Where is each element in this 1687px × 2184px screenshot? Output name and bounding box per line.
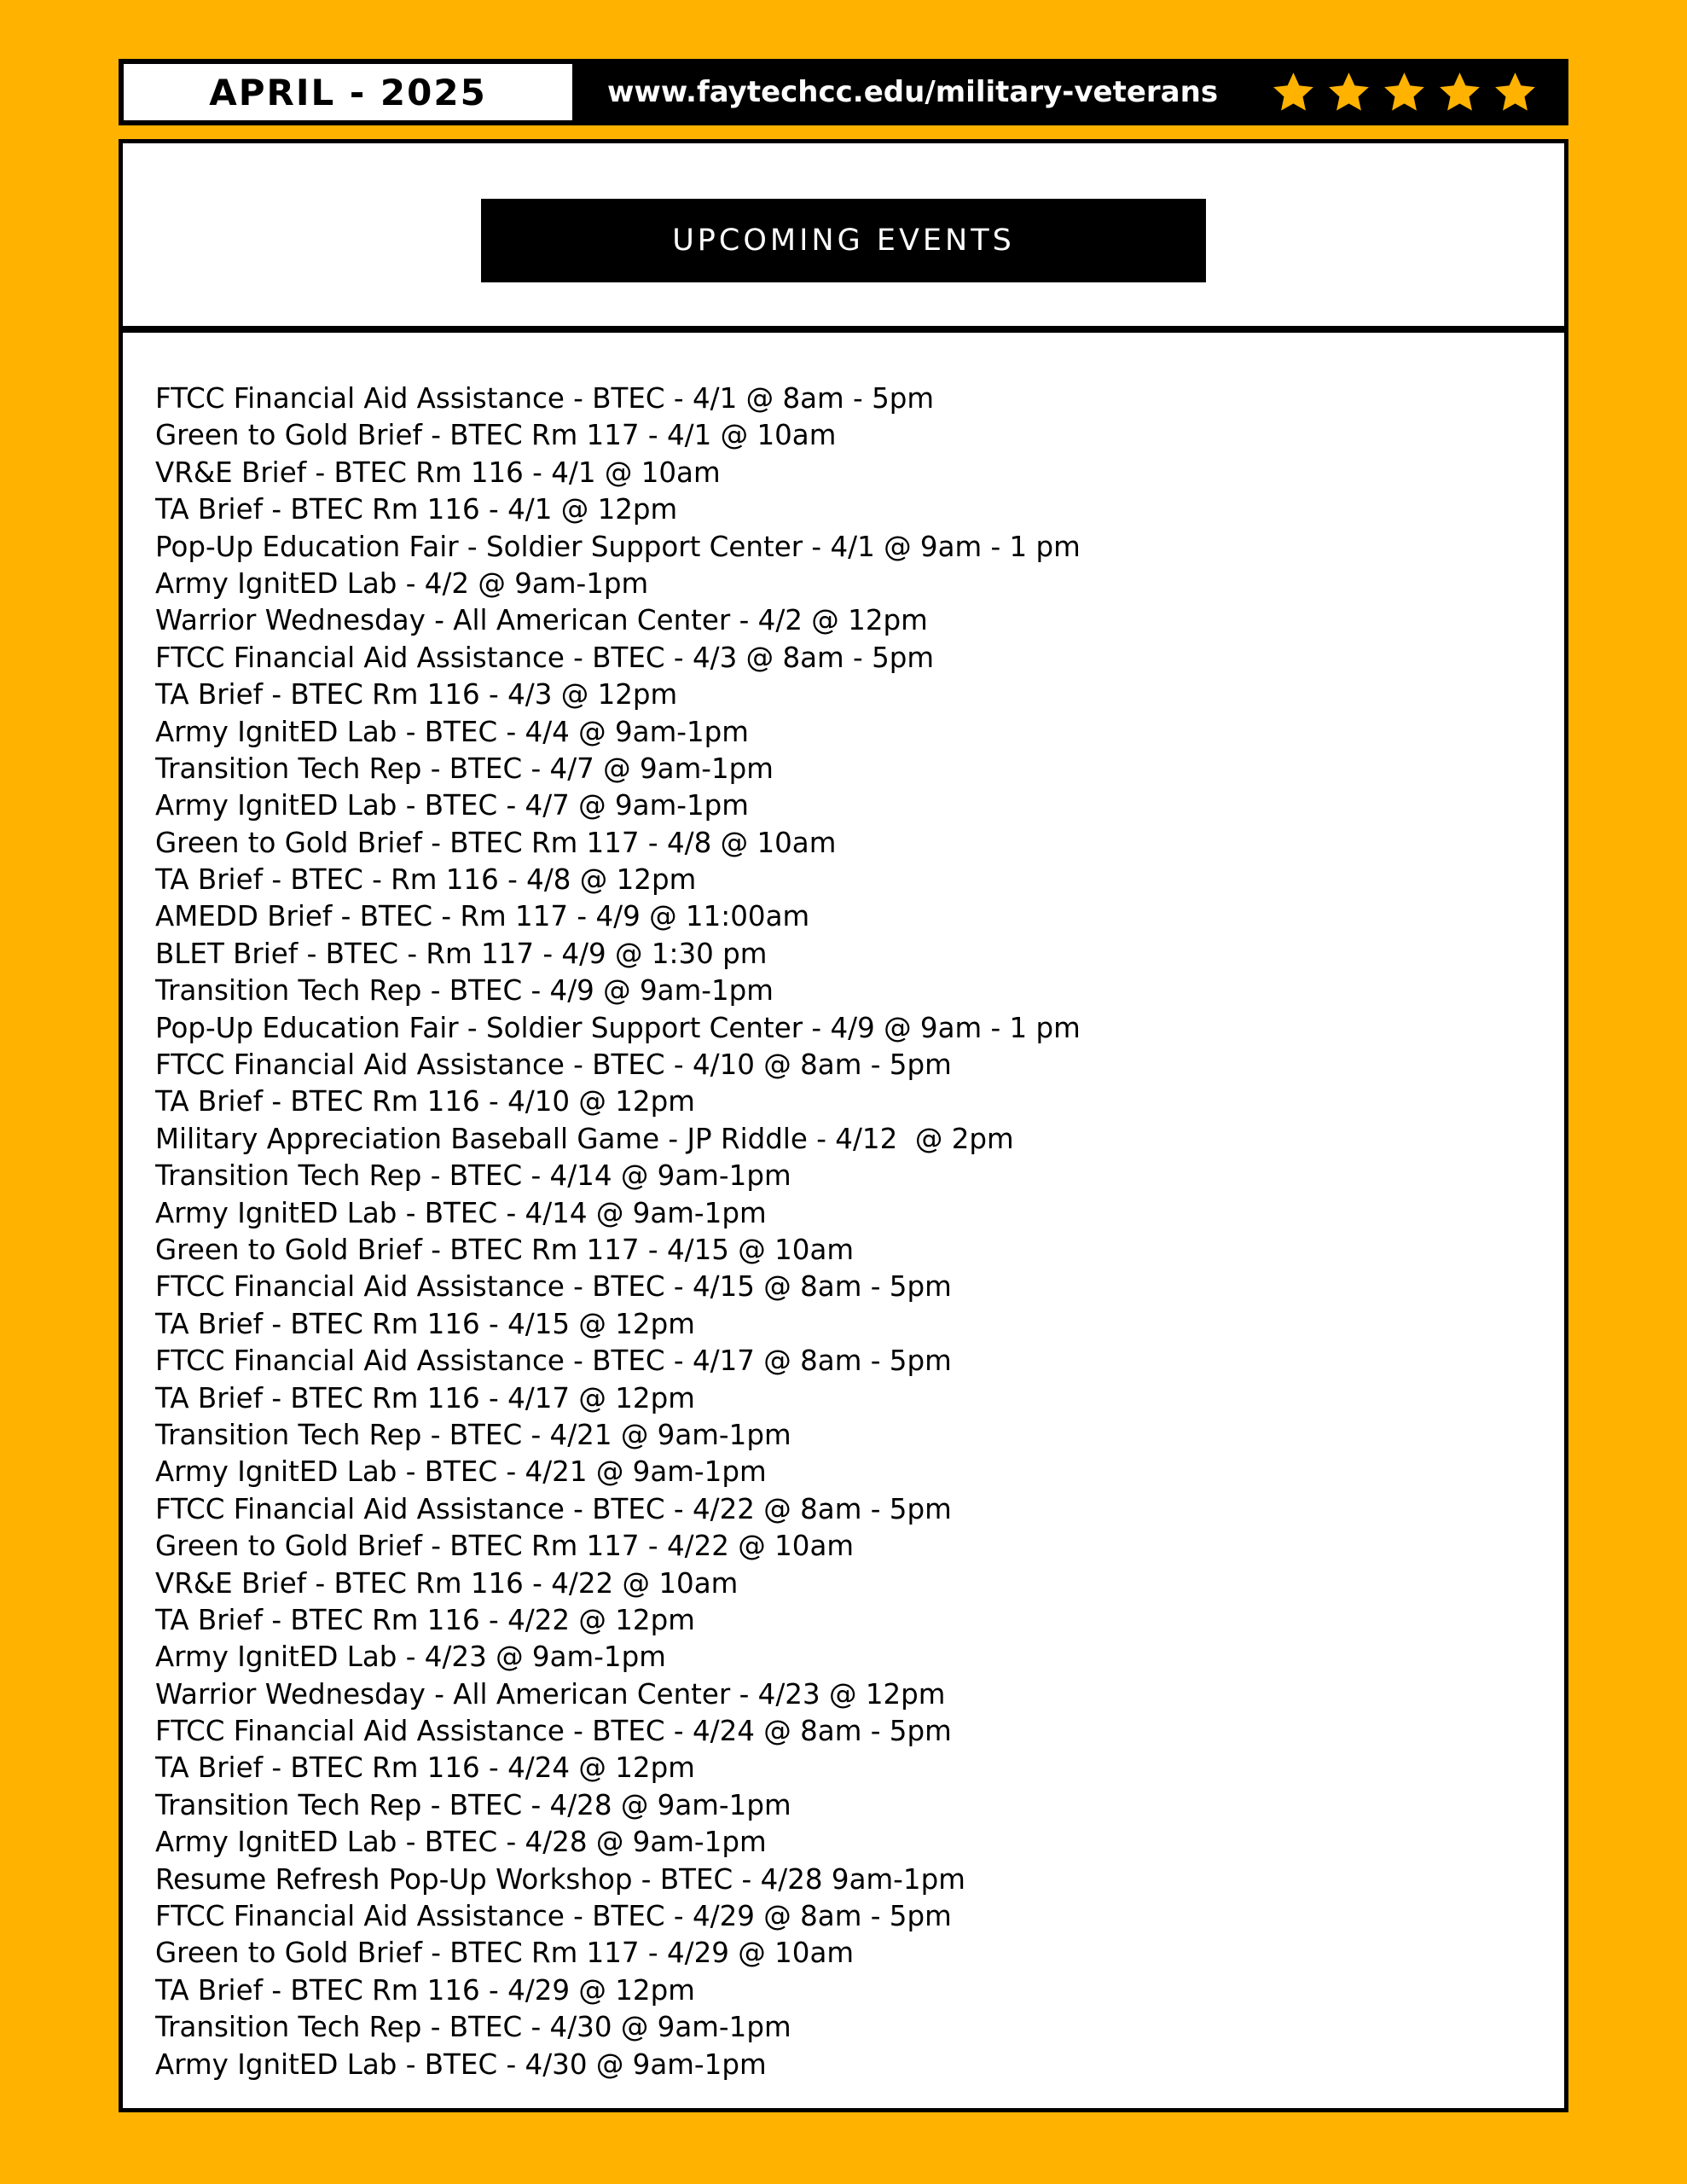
star-icon	[1270, 69, 1317, 116]
event-item: Transition Tech Rep - BTEC - 4/30 @ 9am-1pm	[155, 2011, 791, 2044]
event-item: Army IgnitED Lab - BTEC - 4/14 @ 9am-1pm	[155, 1196, 767, 1229]
event-item: TA Brief - BTEC Rm 116 - 4/24 @ 12pm	[155, 1751, 695, 1785]
event-item: Army IgnitED Lab - 4/2 @ 9am-1pm	[155, 566, 649, 600]
title-panel	[119, 139, 1568, 330]
star-icon	[1381, 69, 1428, 116]
event-item: Warrior Wednesday - All American Center - 4/2 @ 12pm	[155, 604, 928, 637]
event-item: FTCC Financial Aid Assistance - BTEC - 4/10 @ 8am - 5pm	[155, 1048, 952, 1082]
event-item: TA Brief - BTEC Rm 116 - 4/17 @ 12pm	[155, 1381, 695, 1414]
event-item: FTCC Financial Aid Assistance - BTEC - 4/15 @ 8am - 5pm	[155, 1270, 952, 1304]
event-item: Warrior Wednesday - All American Center - 4/23 @ 12pm	[155, 1677, 946, 1711]
event-item: Green to Gold Brief - BTEC Rm 117 - 4/1 @ 10am	[155, 419, 837, 452]
events-panel	[119, 328, 1568, 2112]
website-link[interactable]: www.faytechcc.edu/military-veterans	[607, 75, 1219, 109]
month-label-box	[124, 64, 572, 120]
event-item: VR&E Brief - BTEC Rm 116 - 4/1 @ 10am	[155, 456, 721, 489]
title-banner	[481, 199, 1206, 282]
event-item: TA Brief - BTEC Rm 116 - 4/1 @ 12pm	[155, 493, 678, 526]
event-item: FTCC Financial Aid Assistance - BTEC - 4/22 @ 8am - 5pm	[155, 1492, 952, 1525]
event-item: Green to Gold Brief - BTEC Rm 117 - 4/29 @ 10am	[155, 1937, 855, 1970]
page-title: UPCOMING EVENTS	[672, 224, 1015, 258]
event-item: Army IgnitED Lab - BTEC - 4/30 @ 9am-1pm	[155, 2048, 767, 2081]
event-item: Transition Tech Rep - BTEC - 4/21 @ 9am-1pm	[155, 1418, 791, 1451]
event-item: Army IgnitED Lab - BTEC - 4/21 @ 9am-1pm	[155, 1455, 767, 1489]
star-icon	[1325, 69, 1372, 116]
month-label: APRIL - 2025	[209, 71, 487, 113]
event-item: Green to Gold Brief - BTEC Rm 117 - 4/8 @ 10am	[155, 826, 837, 859]
event-item: FTCC Financial Aid Assistance - BTEC - 4/3 @ 8am - 5pm	[155, 641, 935, 674]
events-list	[155, 380, 1547, 2083]
event-item: TA Brief - BTEC Rm 116 - 4/3 @ 12pm	[155, 678, 678, 712]
event-item: Transition Tech Rep - BTEC - 4/7 @ 9am-1pm	[155, 752, 774, 785]
event-item: FTCC Financial Aid Assistance - BTEC - 4/24 @ 8am - 5pm	[155, 1715, 952, 1748]
event-item: TA Brief - BTEC Rm 116 - 4/15 @ 12pm	[155, 1307, 695, 1340]
event-item: Resume Refresh Pop-Up Workshop - BTEC - 4/28 9am-1pm	[155, 1862, 965, 1896]
event-item: TA Brief - BTEC Rm 116 - 4/22 @ 12pm	[155, 1603, 695, 1636]
header-bar	[119, 59, 1568, 125]
event-item: Army IgnitED Lab - BTEC - 4/4 @ 9am-1pm	[155, 715, 749, 748]
event-item: TA Brief - BTEC - Rm 116 - 4/8 @ 12pm	[155, 863, 697, 897]
event-item: Army IgnitED Lab - BTEC - 4/28 @ 9am-1pm	[155, 1826, 767, 1859]
event-item: Army IgnitED Lab - 4/23 @ 9am-1pm	[155, 1641, 666, 1674]
event-item: VR&E Brief - BTEC Rm 116 - 4/22 @ 10am	[155, 1566, 739, 1600]
event-item: Transition Tech Rep - BTEC - 4/9 @ 9am-1pm	[155, 974, 774, 1008]
event-item: Pop-Up Education Fair - Soldier Support Center - 4/9 @ 9am - 1 pm	[155, 1011, 1081, 1044]
event-item: Military Appreciation Baseball Game - JP Riddle - 4/12 @ 2pm	[155, 1122, 1014, 1155]
event-item: FTCC Financial Aid Assistance - BTEC - 4/17 @ 8am - 5pm	[155, 1345, 952, 1378]
event-item: Green to Gold Brief - BTEC Rm 117 - 4/22 @ 10am	[155, 1530, 855, 1563]
event-item: FTCC Financial Aid Assistance - BTEC - 4/29 @ 8am - 5pm	[155, 1900, 952, 1933]
event-item: Green to Gold Brief - BTEC Rm 117 - 4/15 @ 10am	[155, 1233, 855, 1266]
event-item: Pop-Up Education Fair - Soldier Support Center - 4/1 @ 9am - 1 pm	[155, 530, 1081, 563]
event-item: TA Brief - BTEC Rm 116 - 4/10 @ 12pm	[155, 1085, 695, 1118]
event-item: BLET Brief - BTEC - Rm 117 - 4/9 @ 1:30 pm	[155, 937, 768, 970]
event-item: Transition Tech Rep - BTEC - 4/28 @ 9am-1pm	[155, 1788, 791, 1821]
event-item: AMEDD Brief - BTEC - Rm 117 - 4/9 @ 11:00am	[155, 900, 810, 933]
event-item: FTCC Financial Aid Assistance - BTEC - 4/1 @ 8am - 5pm	[155, 382, 935, 415]
star-icon	[1492, 69, 1539, 116]
event-item: TA Brief - BTEC Rm 116 - 4/29 @ 12pm	[155, 1973, 695, 2007]
star-rating	[1270, 67, 1539, 117]
event-item: Army IgnitED Lab - BTEC - 4/7 @ 9am-1pm	[155, 789, 749, 822]
star-icon	[1436, 69, 1483, 116]
event-item: Transition Tech Rep - BTEC - 4/14 @ 9am-1pm	[155, 1159, 791, 1193]
